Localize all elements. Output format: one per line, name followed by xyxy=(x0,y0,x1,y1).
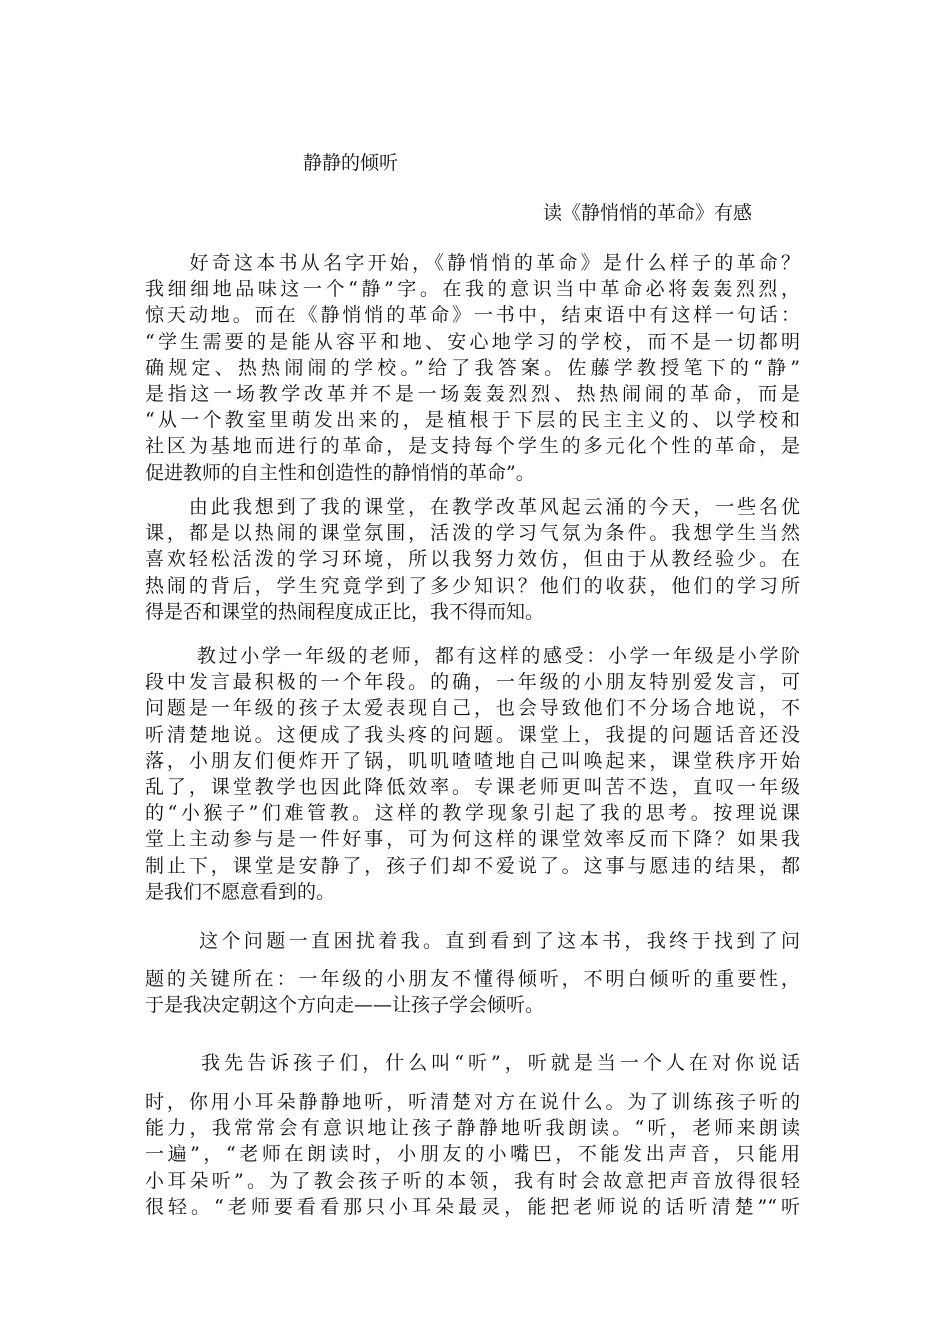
document-title: 静静的倾听 xyxy=(303,152,399,174)
paragraph-line: 社区为基地而进行的革命，是支持每个学生的多元化个性的革命，是 xyxy=(145,435,800,458)
paragraph-line: 教过小学一年级的老师，都有这样的感受：小学一年级是小学阶 xyxy=(145,645,800,667)
paragraph-line: 制止下，课堂是安静了，孩子们却不爱说了。这事与愿违的结果，都 xyxy=(145,854,800,877)
paragraph-line: 一遍”，“老师在朗读时，小朋友的小嘴巴，不能发出声音，只能用 xyxy=(145,1143,800,1166)
paragraph-2 xyxy=(145,494,800,625)
paragraph-line: 的“小猴子”们难管教。这样的教学现象引起了我的思考。按理说课 xyxy=(145,802,800,825)
paragraph-line: 于是我决定朝这个方向走——让孩子学会倾听。 xyxy=(145,994,545,1017)
paragraph-line: 确规定、热热闹闹的学校。”给了我答案。佐藤学教授笔下的“静” xyxy=(145,356,800,379)
paragraph-line: 能力，我常常会有意识地让孩子静静地听我朗读。“听，老师来朗读 xyxy=(145,1117,800,1140)
paragraph-line: “学生需要的是能从容平和地、安心地学习的学校，而不是一切都明 xyxy=(145,330,800,353)
paragraph-4 xyxy=(145,966,800,1018)
paragraph-line: 促进教师的自主性和创造性的静悄悄的革命”。 xyxy=(145,461,535,484)
paragraph-5 xyxy=(145,1089,800,1220)
paragraph-line: 由此我想到了我的课堂，在教学改革风起云涌的今天，一些名优 xyxy=(145,496,800,518)
paragraph-line: 课，都是以热闹的课堂氛围，活泼的学习气氛为条件。我想学生当然 xyxy=(145,522,800,545)
paragraph-3 xyxy=(145,643,800,905)
document-subtitle: 读《静悄悄的革命》有感 xyxy=(543,202,753,224)
paragraph-line: 题的关键所在：一年级的小朋友不懂得倾听，不明白倾听的重要性， xyxy=(145,968,800,990)
paragraph-line: 好奇这本书从名字开始，《静悄悄的革命》是什么样子的革命？ xyxy=(145,252,800,274)
paragraph-line: 落，小朋友们便炸开了锅，叽叽喳喳地自己叫唤起来，课堂秩序开始 xyxy=(145,749,800,772)
paragraph-line: 是我们不愿意看到的。 xyxy=(145,880,336,903)
paragraph-line: 喜欢轻松活泼的学习环境，所以我努力效仿，但由于从教经验少。在 xyxy=(145,548,800,571)
paragraph-line: 听清楚地说。这便成了我头疼的问题。课堂上，我提的问题话音还没 xyxy=(145,723,800,746)
paragraph-line: 问题是一年级的孩子太爱表现自己，也会导致他们不分场合地说，不 xyxy=(145,697,800,720)
paragraph-1 xyxy=(145,250,800,486)
paragraph-line: 是指这一场教学改革并不是一场轰轰烈烈、热热闹闹的革命，而是 xyxy=(145,383,800,406)
paragraph-line: 乱了，课堂教学也因此降低效率。专课老师更叫苦不迭，直叹一年级 xyxy=(145,776,800,799)
paragraph-line: “从一个教室里萌发出来的，是植根于下层的民主主义的、以学校和 xyxy=(145,409,800,432)
paragraph-line: 我细细地品味这一个“静”字。在我的意识当中革命必将轰轰烈烈， xyxy=(145,278,800,301)
paragraph-line: 我先告诉孩子们，什么叫“听”，听就是当一个人在对你说话 xyxy=(145,1052,800,1074)
paragraph-line: 小耳朵听”。为了教会孩子听的本领，我有时会故意把声音放得很轻 xyxy=(145,1169,800,1192)
paragraph-5-first-line xyxy=(145,1050,800,1076)
paragraph-4-first-line xyxy=(145,928,800,954)
paragraph-line: 这个问题一直困扰着我。直到看到了这本书，我终于找到了问 xyxy=(145,930,800,952)
paragraph-line: 热闹的背后，学生究竟学到了多少知识？他们的收获，他们的学习所 xyxy=(145,574,800,597)
paragraph-line: 很轻。“老师要看看那只小耳朵最灵，能把老师说的话听清楚”“听 xyxy=(145,1195,800,1218)
paragraph-line: 惊天动地。而在《静悄悄的革命》一书中，结束语中有这样一句话： xyxy=(145,304,800,327)
paragraph-line: 堂上主动参与是一件好事，可为何这样的课堂效率反而下降？如果我 xyxy=(145,828,800,851)
paragraph-line: 时，你用小耳朵静静地听，听清楚对方在说什么。为了训练孩子听的 xyxy=(145,1091,800,1113)
paragraph-line: 段中发言最积极的一个年段。的确，一年级的小朋友特别爱发言，可 xyxy=(145,671,800,694)
paragraph-line: 得是否和课堂的热闹程度成正比，我不得而知。 xyxy=(145,600,545,623)
